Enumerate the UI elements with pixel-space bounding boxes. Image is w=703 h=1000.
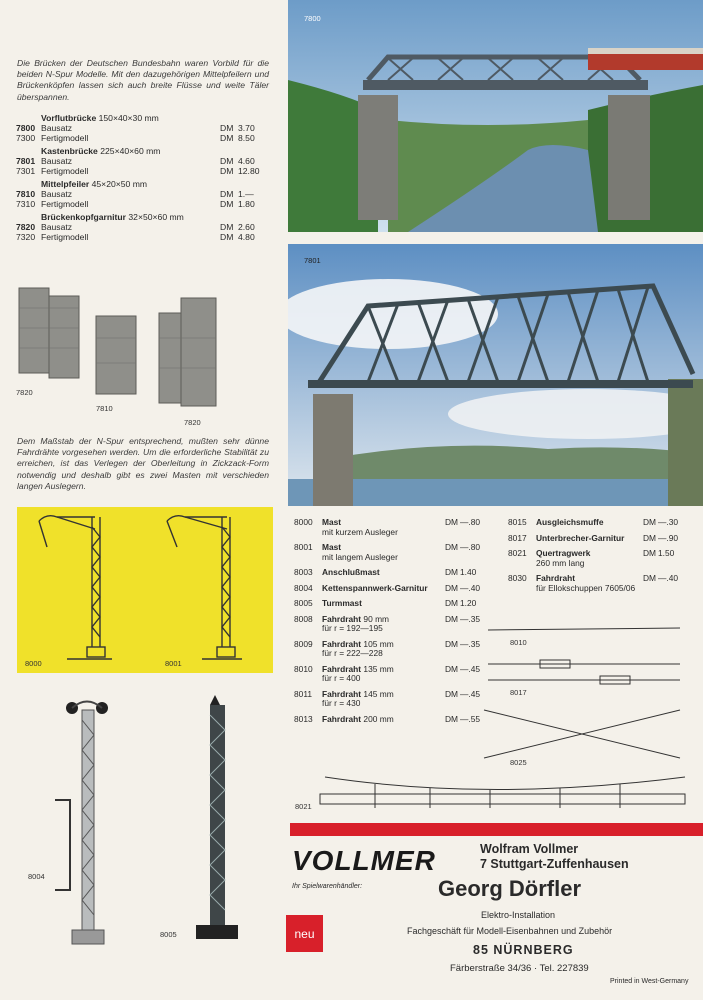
price-row: 7320 Fertigmodell DM 4.80 <box>16 232 255 242</box>
catalog-row: 8009 Fahrdraht 105 mm für r = 222—228 DM —.35 <box>294 638 481 658</box>
catalog-row: 8021 Quertragwerk 260 mm lang DM 1.50 <box>508 548 675 568</box>
vollmer-logo: VOLLMER <box>292 845 436 876</box>
dealer-subtitle: Elektro-Installation <box>481 910 556 920</box>
mast-label: 8005 <box>160 930 177 939</box>
dealer-description: Fachgeschäft für Modell-Eisenbahnen und Zubehör <box>407 926 613 936</box>
catalog-right <box>508 518 688 599</box>
tower-mast-photos <box>10 690 280 950</box>
catalog-left <box>294 518 490 730</box>
catalog-row: 8000 Mast mit kurzem Ausleger DM —.80 <box>294 517 481 537</box>
wire-label: 8025 <box>510 758 527 767</box>
catalog-row: 8011 Fahrdraht 145 mm für r = 430 DM —.45 <box>294 688 481 708</box>
catalog-row: 8015 Ausgleichsmuffe DM —.30 <box>508 517 679 527</box>
photo-label: 7801 <box>304 256 321 265</box>
intro-text: Die Brücken der Deutschen Bundesbahn waren Vorbild für die beiden N-Spur Modelle. Mit den dazugehörigen Mittelpfeilern und Brückenköpfen lassen sich auch breite Flüsse und weite Täler überspannen. <box>17 58 269 102</box>
price-row: 7310 Fertigmodell DM 1.80 <box>16 199 255 209</box>
wire-label: 8017 <box>510 688 527 697</box>
mast-label: 8004 <box>28 872 45 881</box>
catalog-row: 8003 Anschlußmast DM 1.40 <box>294 567 477 577</box>
price-row: 7301 Fertigmodell DM 12.80 <box>16 166 260 176</box>
dealer-street: Färberstraße 34/36 · Tel. 227839 <box>450 963 589 974</box>
cross-span-drawing <box>290 772 690 817</box>
wire-label: 8021 <box>295 802 312 811</box>
catalog-row: 8001 Mast mit langem Ausleger DM —.80 <box>294 542 481 562</box>
price-row: 7820 Bausatz DM 2.60 <box>16 222 255 232</box>
price-row: 7300 Fertigmodell DM 8.50 <box>16 133 255 143</box>
catalog-row: 8013 Fahrdraht 200 mm DM —.55 <box>294 713 481 724</box>
catalog-row: 8005 Turmmast DM 1.20 <box>294 598 477 608</box>
bridge-photo-7801 <box>288 244 703 506</box>
company-address: Wolfram Vollmer 7 Stuttgart-Zuffenhausen <box>480 842 629 871</box>
catalog-row: 8010 Fahrdraht 135 mm für r = 400 DM —.45 <box>294 663 481 683</box>
dealer-name: Georg Dörfler <box>438 876 582 901</box>
catalog-row: 8017 Unterbrecher-Garnitur DM —.90 <box>508 532 679 543</box>
printed-note: Printed in West-Germany <box>610 978 689 985</box>
photo-label: 7800 <box>304 14 321 23</box>
price-row: 7810 Bausatz DM 1.— <box>16 189 254 199</box>
wire-label: 8010 <box>510 638 527 647</box>
pier-label: 7820 <box>184 418 201 427</box>
price-group-heading: Vorflutbrücke 150×40×30 mm <box>41 113 159 123</box>
price-row: 7800 Bausatz DM 3.70 <box>16 123 255 133</box>
mast-label: 8000 <box>25 659 42 668</box>
mast-label: 8001 <box>165 659 182 668</box>
wire-drawings <box>480 618 695 768</box>
dealer-label: Ihr Spielwarenhändler: <box>292 883 363 890</box>
price-row: 7801 Bausatz DM 4.60 <box>16 156 255 166</box>
new-badge: neu <box>286 915 323 952</box>
bridge-photo-7800 <box>288 0 703 232</box>
pier-label: 7810 <box>96 404 113 413</box>
red-divider <box>290 823 703 836</box>
bridge-price-list <box>16 110 268 242</box>
mast-yellow-panel <box>17 507 273 673</box>
price-group-heading: Kastenbrücke 225×40×60 mm <box>41 146 161 156</box>
catalog-row: 8030 Fahrdraht für Ellokschuppen 7605/06 DM —.40 <box>508 573 679 593</box>
price-group-heading: Brückenkopfgarnitur 32×50×60 mm <box>41 212 184 222</box>
catalog-row: 8008 Fahrdraht 90 mm für r = 192—195 DM —.35 <box>294 613 481 633</box>
pier-models <box>14 278 274 427</box>
dealer-city: 85 NÜRNBERG <box>473 943 574 957</box>
catalog-row: 8004 Kettenspannwerk-Garnitur DM —.40 <box>294 582 481 593</box>
price-group-heading: Mittelpfeiler 45×20×50 mm <box>41 179 148 189</box>
pier-label: 7820 <box>16 388 33 397</box>
catenary-note: Dem Maßstab der N-Spur entsprechend, mußten sehr dünne Fahrdrähte vorgesehen werden. Um die erforderliche Stabilität zu erreichen, ist das Verlegen der Oberleitung in Zickzack-Form notwendig und deshalb gibt es zwei Masten mit verschieden langen Auslegern. <box>17 436 269 491</box>
